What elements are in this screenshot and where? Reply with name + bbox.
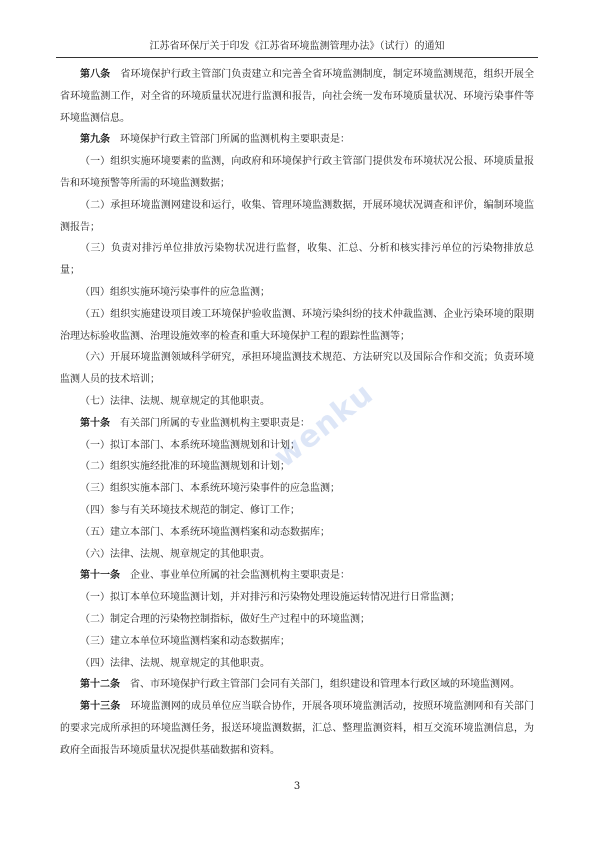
article-label: 第十一条 (80, 570, 120, 582)
paragraph-text: （六）法律、法规、规章规定的其他职责。 (80, 548, 270, 560)
paragraph (60, 587, 534, 609)
paragraph (60, 478, 534, 500)
paragraph (60, 238, 534, 282)
paragraph-text: （四）法律、法规、规章规定的其他职责。 (80, 657, 270, 669)
article-label: 第九条 (80, 134, 110, 146)
paragraph (60, 544, 534, 566)
article-label: 第十条 (80, 417, 110, 429)
paragraph-text: （六）开展环境监测领域科学研究，承担环境监测技术规范、方法研究以及国际合作和交流；负责环境监测人员的技术培训； (60, 352, 534, 386)
paragraph (60, 696, 534, 761)
running-header: 江苏省环保厅关于印发《江苏省环境监测管理办法》（试行）的通知 (56, 40, 538, 58)
paragraph (60, 522, 534, 544)
paragraph (60, 64, 534, 129)
paragraph-text: （四）组织实施环境污染事件的应急监测； (80, 286, 270, 298)
paragraph (60, 195, 534, 239)
article-label: 第十二条 (80, 679, 120, 691)
paragraph-text: （五）建立本部门、本系统环境监测档案和动态数据库； (80, 526, 330, 538)
paragraph-text: （五）组织实施建设项目竣工环境保护验收监测、环境污染纠纷的技术仲裁监测、企业污染环境的限期治理达标验收监测、治理设施效率的检查和重大环境保护工程的跟踪性监测等； (60, 308, 534, 342)
paragraph (60, 500, 534, 522)
page-number: 3 (293, 781, 301, 792)
paragraph-text: （一）拟订本部门、本系统环境监测规划和计划； (80, 439, 300, 451)
paragraph-text: （一）组织实施环境要素的监测，向政府和环境保护行政主管部门提供发布环境状况公报、环境质量报告和环境预警等所需的环境监测数据； (60, 156, 534, 189)
paragraph-text: （二）制定合理的污染物控制指标，做好生产过程中的环境监测； (80, 613, 370, 625)
paragraph (60, 347, 534, 391)
paragraph-text: （三）组织实施本部门、本系统环境污染事件的应急监测； (80, 483, 340, 495)
paragraph (60, 631, 534, 653)
watermark: wenku (267, 376, 381, 475)
paragraph-text: （三）建立本单位环境监测档案和动态数据库； (80, 635, 290, 647)
paragraph-text: 有关部门所属的专业监测机构主要职责是： (120, 417, 310, 429)
article-label: 第十三条 (80, 701, 121, 713)
paragraph (60, 282, 534, 304)
paragraph (60, 129, 534, 151)
document-body (60, 64, 534, 762)
paragraph (60, 304, 534, 348)
paragraph-text: （二）组织实施经批准的环境监测规划和计划； (80, 461, 290, 473)
paragraph-text: （四）参与有关环境技术规范的制定、修订工作； (80, 504, 300, 516)
paragraph (60, 151, 534, 195)
paragraph-text: （一）拟订本单位环境监测计划，并对排污和污染物处理设施运转情况进行日常监测； (80, 592, 460, 604)
paragraph-text: （三）负责对排污单位排放污染物状况进行监督，收集、汇总、分析和核实排污单位的污染物排放总量； (60, 243, 534, 277)
paragraph-text: 企业、事业单位所属的社会监测机构主要职责是： (130, 570, 350, 582)
paragraph (60, 565, 534, 587)
paragraph-text: 环境保护行政主管部门所属的监测机构主要职责是： (120, 134, 350, 146)
paragraph (60, 609, 534, 631)
paragraph-text: （二）承担环境监测网建设和运行，收集、管理环境监测数据，开展环境状况调查和评价，编制环境监测报告； (60, 199, 534, 233)
article-label: 第八条 (80, 69, 111, 80)
paragraph (60, 653, 534, 675)
paragraph (60, 391, 534, 413)
paragraph-text: （七）法律、法规、规章规定的其他职责。 (80, 395, 270, 407)
paragraph (60, 674, 534, 696)
paragraph-text: 省、市环境保护行政主管部门会同有关部门，组织建设和管理本行政区域的环境监测网。 (130, 679, 520, 691)
paragraph-text: 环境监测网的成员单位应当联合协作，开展各项环境监测活动，按照环境监测网和有关部门的要求完成所承担的环境监测任务，报送环境监测数据，汇总、整理监测资料，相互交流环境监测信息，为政府全面报告环境质量状况提供基础数据和资料。 (60, 701, 535, 756)
paragraph-text: 省环境保护行政主管部门负责建立和完善全省环境监测制度，制定环境监测规范，组织开展全省环境监测工作，对全省的环境质量状况进行监测和报告，向社会统一发布环境质量状况、环境污染事件等环境监测信息。 (60, 69, 535, 124)
